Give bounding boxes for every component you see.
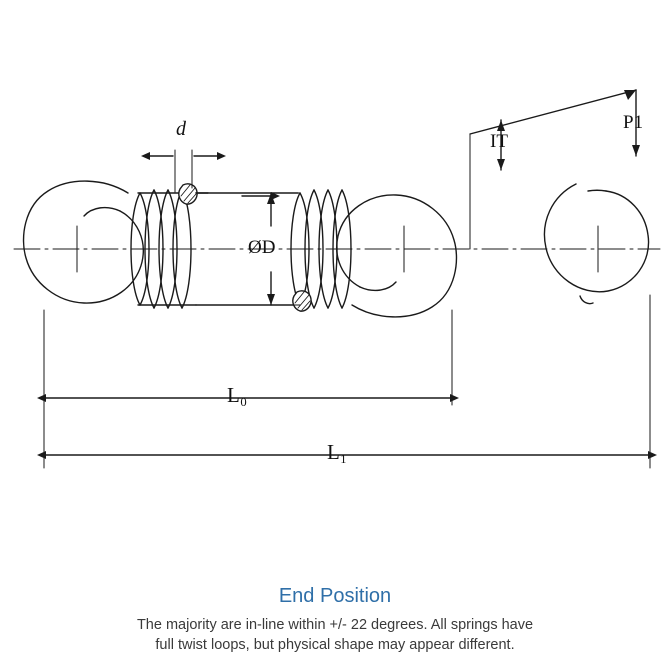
- end-position-hook: [544, 184, 648, 304]
- label-outer-diameter: ØD: [248, 237, 276, 258]
- label-initial-tension: IT: [490, 131, 508, 152]
- right-end-loop: [337, 195, 457, 317]
- label-wire-diameter: d: [176, 118, 186, 140]
- caption-line-2: full twist loops, but physical shape may appear different.: [155, 637, 515, 653]
- l0-dimension: [44, 310, 452, 405]
- caption-heading: End Position: [278, 585, 392, 607]
- initial-tension-dimension: [470, 90, 636, 249]
- left-end-loop: [24, 181, 144, 303]
- label-overall-length: L₁: [327, 440, 348, 464]
- caption-line-1: The majority are in-line within +/- 22 degrees. All springs have: [136, 617, 534, 633]
- label-end-position-p1: P1: [623, 112, 644, 133]
- label-free-length: L₀: [227, 383, 248, 407]
- right-coil-group: [291, 190, 351, 311]
